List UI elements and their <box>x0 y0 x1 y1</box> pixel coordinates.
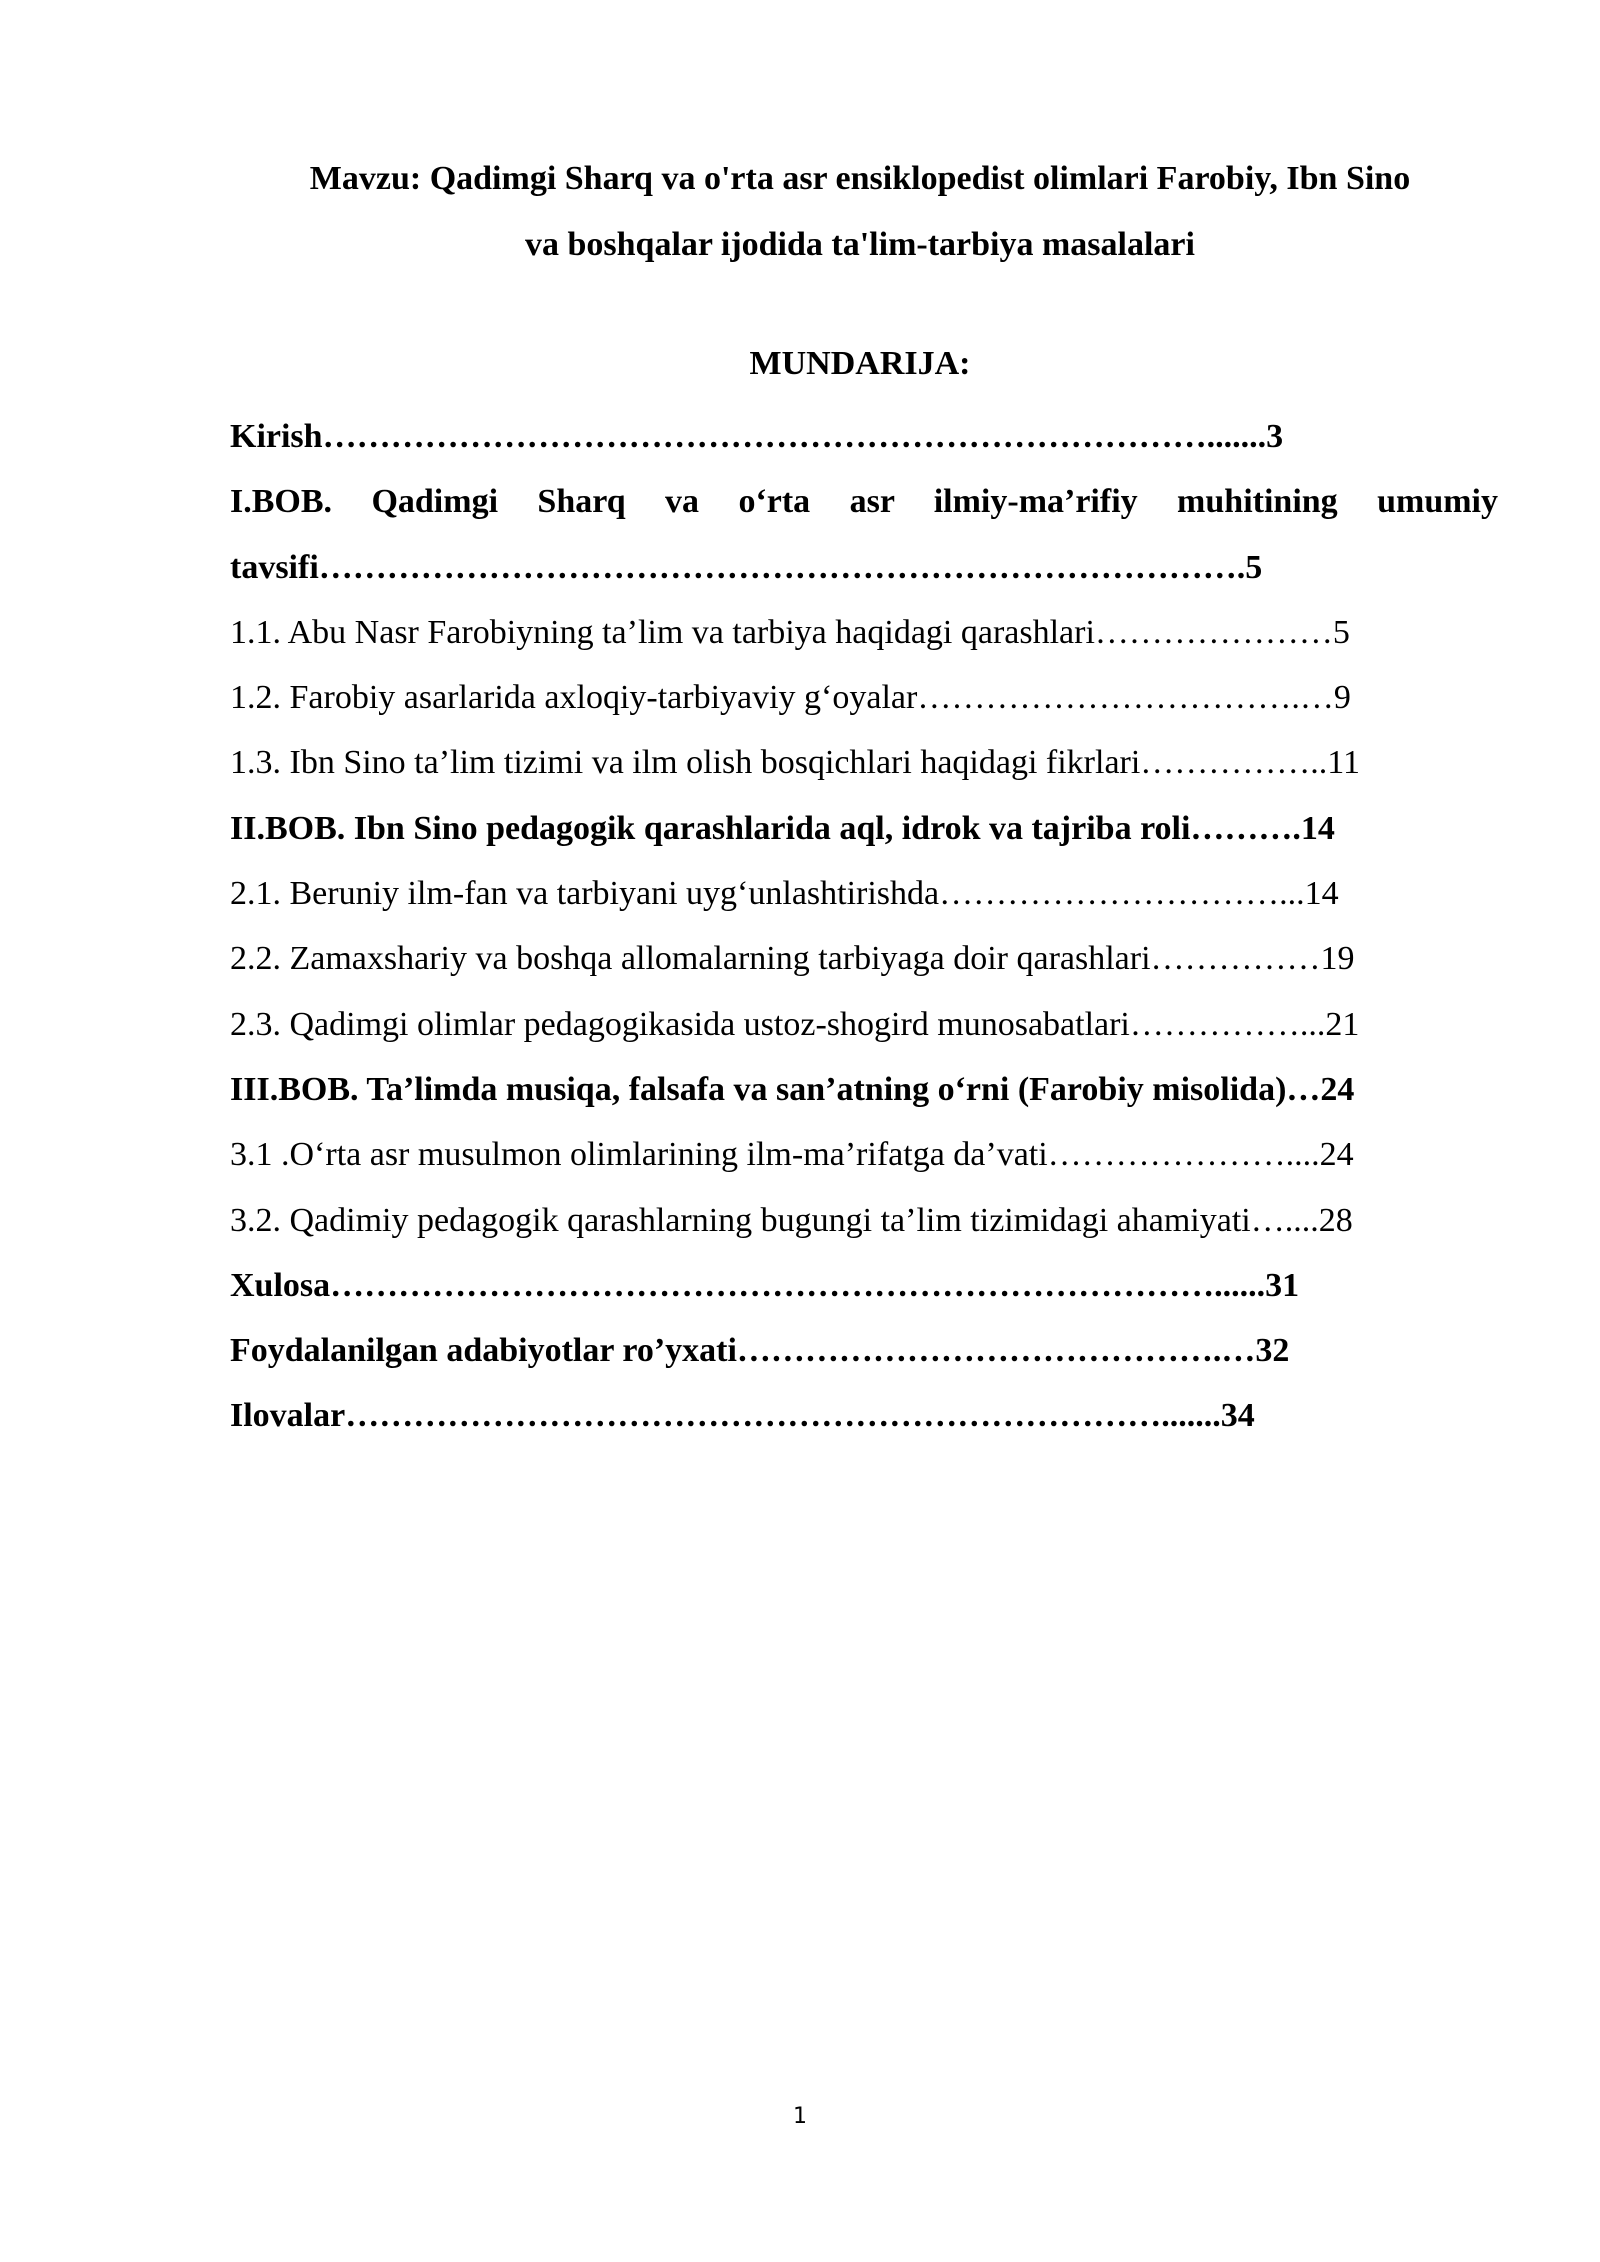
document-title <box>230 146 1490 278</box>
page-number: 1 <box>793 2104 807 2129</box>
table-of-contents <box>230 404 1498 1449</box>
toc-entry-section-1-1: 1.1. Abu Nasr Farobiyning ta’lim va tarbiya haqidagi qarashlari…………………5 <box>230 613 1350 651</box>
toc-entry-chapter-1-line-2: tavsifi……………………………………………………………………….5 <box>230 548 1263 586</box>
toc-entry-xulosa: Xulosa……………………………………………………………………......31 <box>230 1266 1300 1304</box>
toc-entry-section-2-3: 2.3. Qadimgi olimlar pedagogikasida ustoz-shogird munosabatlari……………...21 <box>230 1005 1360 1043</box>
toc-entry-chapter-3: III.BOB. Ta’limda musiqa, falsafa va san’atning o‘rni (Farobiy misolida)…24 <box>230 1070 1355 1108</box>
toc-entry-section-3-1: 3.1 .O‘rta asr musulmon olimlarining ilm-ma’rifatga da’vati…………………....24 <box>230 1136 1354 1174</box>
toc-entry-section-2-1: 2.1. Beruniy ilm-fan va tarbiyani uyg‘unlashtirishda…………………………...14 <box>230 875 1339 913</box>
toc-entry-kirish: Kirish…………………………………………………………………….......3 <box>230 418 1284 455</box>
toc-entry-references: Foydalanilgan adabiyotlar ro’yxati…………………………………….…32 <box>230 1332 1290 1370</box>
toc-heading: MUNDARIJA: <box>749 345 971 382</box>
toc-entry-section-2-2: 2.2. Zamaxshariy va boshqa allomalarning tarbiyaga doir qarashlari……………19 <box>230 940 1355 978</box>
toc-entry-appendices: Ilovalar……………………………………………………………….......34 <box>230 1397 1255 1435</box>
toc-entry-chapter-1-line-1: I.BOB. Qadimgi Sharq va o‘rta asr ilmiy-ma’rifiy muhitining umumiy <box>230 483 1498 521</box>
toc-entry-section-1-3: 1.3. Ibn Sino ta’lim tizimi va ilm olish bosqichlari haqidagi fikrlari……………..11 <box>230 744 1361 782</box>
toc-entry-section-3-2: 3.2. Qadimiy pedagogik qarashlarning bugungi ta’lim tizimidagi ahamiyati…....28 <box>230 1201 1353 1239</box>
title-line-1: Mavzu: Qadimgi Sharq va o'rta asr ensiklopedist olimlari Farobiy, Ibn Sino <box>309 160 1411 197</box>
toc-entry-section-1-2: 1.2. Farobiy asarlarida axloqiy-tarbiyaviy g‘oyalar…………………………….…9 <box>230 679 1351 717</box>
toc-entry-chapter-2: II.BOB. Ibn Sino pedagogik qarashlarida aql, idrok va tajriba roli……….14 <box>230 809 1335 847</box>
title-line-2: va boshqalar ijodida ta'lim-tarbiya masalalari <box>525 226 1195 263</box>
